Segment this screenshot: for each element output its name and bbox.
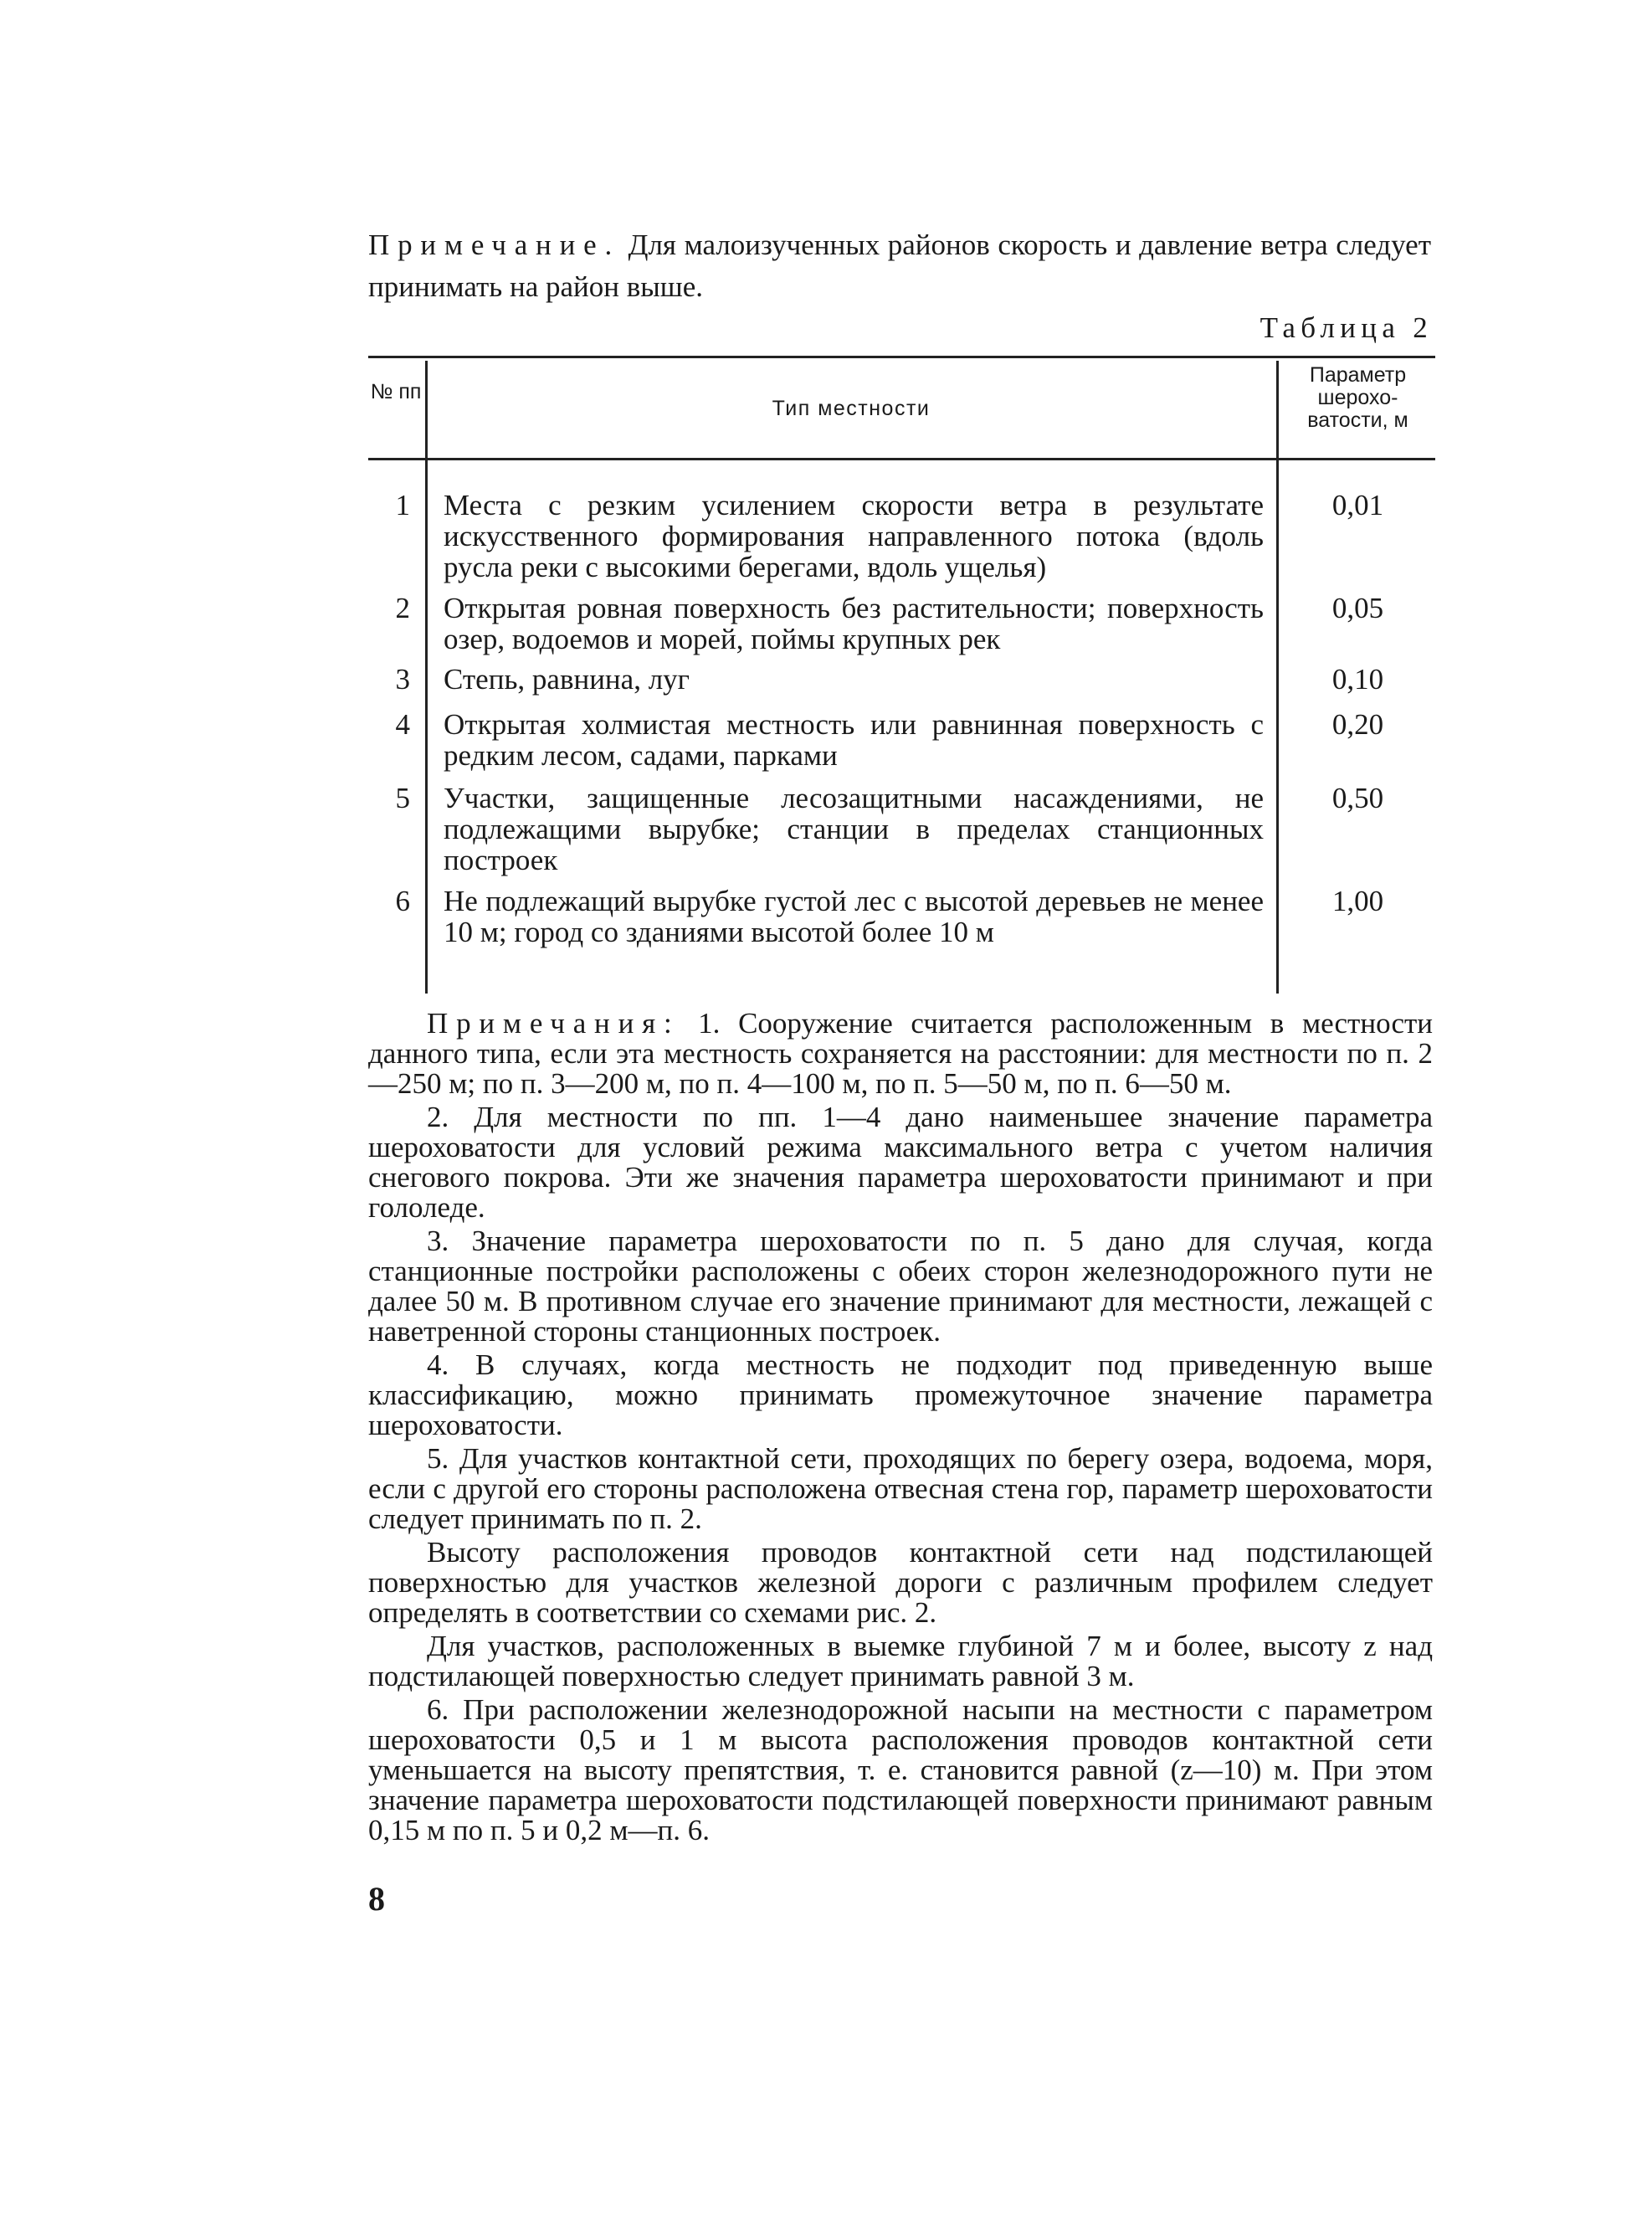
- table-top-rule: [368, 356, 1435, 358]
- note-paragraph: 3. Значение параметра шероховатости по п. 5 дано для случая, когда станционные постройки расположены с обеих сторон железнодорожного пути не далее 50 м. В противном случае его значение принимают для местности, лежащей с наветренной стороны станционных построек.: [368, 1225, 1433, 1348]
- roughness-table: [368, 356, 1435, 994]
- table-header-rule: [368, 458, 1435, 460]
- notes-label: Примечания:: [427, 1007, 680, 1040]
- row-roughness-value: 0,20: [1331, 708, 1384, 741]
- page-number: 8: [368, 1880, 385, 1918]
- row-terrain-description: Степь, равнина, луг: [444, 663, 690, 696]
- note-text: 1. Сооружение считается расположенным в местности данного типа, если эта местность сохраняется на расстоянии: для местности по п. 2—250 м; по п. 3—200 м, по п. 4—100 м, по п. 5—50 м, по п. 6—50 м.: [368, 1007, 1433, 1100]
- row-terrain-description: Не подлежащий вырубке густой лес с высотой деревьев не менее 10 м; город со зданиями высотой более 10 м: [444, 885, 1264, 948]
- notes-section: [368, 1009, 1433, 1849]
- note-top: [368, 224, 1431, 308]
- row-number: 5: [395, 782, 410, 814]
- note-paragraph: [368, 1009, 1433, 1099]
- note-top-label: Примечание.: [368, 229, 621, 261]
- row-terrain-description: Открытая ровная поверхность без растительности; поверхность озер, водоемов и морей, поймы крупных рек: [444, 592, 1264, 655]
- header-roughness-parameter: Параметр шерохо-ватости, м: [1307, 363, 1408, 432]
- row-number: 6: [395, 885, 410, 917]
- row-number: 1: [395, 489, 410, 521]
- row-terrain-description: Открытая холмистая местность или равнинная поверхность с редким лесом, садами, парками: [444, 708, 1264, 772]
- note-paragraph: 5. Для участков контактной сети, проходящих по берегу озера, водоема, моря, если с другой его стороны расположена отвесная стена гор, параметр шероховатости следует принимать по п. 2.: [368, 1442, 1433, 1535]
- note-top-text: Для малоизученных районов скорость и давление ветра следует принимать на район выше.: [368, 229, 1431, 303]
- table-column-divider: [1276, 361, 1279, 994]
- row-number: 3: [395, 663, 410, 696]
- table-column-divider: [425, 361, 428, 994]
- row-roughness-value: 0,10: [1331, 663, 1384, 696]
- row-roughness-value: 0,01: [1331, 489, 1384, 521]
- row-roughness-value: 1,00: [1331, 885, 1384, 917]
- row-number: 4: [395, 708, 410, 741]
- note-paragraph: 6. При расположении железнодорожной насыпи на местности с параметром шероховатости 0,5 и 1 м высота расположения проводов контактной сети уменьшается на высоту препятствия, т. е. становится равной (z—10) м. При этом значение параметра шероховатости подстилающей поверхности принимают равным 0,15 м по п. 5 и 0,2 м—п. 6.: [368, 1693, 1433, 1846]
- row-roughness-value: 0,05: [1331, 592, 1384, 624]
- row-roughness-value: 0,50: [1331, 782, 1384, 814]
- row-number: 2: [395, 592, 410, 624]
- header-number: № пп: [370, 380, 422, 403]
- note-paragraph: 4. В случаях, когда местность не подходит под приведенную выше классификацию, можно принимать промежуточное значение параметра шероховатости.: [368, 1348, 1433, 1441]
- note-paragraph: Высоту расположения проводов контактной сети над подстилающей поверхностью для участков железной дороги с различным профилем следует определять в соответствии со схемами рис. 2.: [368, 1536, 1433, 1629]
- row-terrain-description: Места с резким усилением скорости ветра в результате искусственного формирования направленного потока (вдоль русла реки с высокими берегами, вдоль ущелья): [444, 489, 1264, 583]
- note-paragraph: Для участков, расположенных в выемке глубиной 7 м и более, высоту z над подстилающей поверхностью следует принимать равной 3 м.: [368, 1630, 1433, 1692]
- row-terrain-description: Участки, защищенные лесозащитными насаждениями, не подлежащими вырубке; станции в пределах станционных построек: [444, 782, 1264, 876]
- table-caption: Таблица 2: [1260, 311, 1433, 344]
- header-terrain-type: Тип местности: [772, 397, 931, 420]
- note-paragraph: 2. Для местности по пп. 1—4 дано наименьшее значение параметра шероховатости для условий режима максимального ветра с учетом наличия снегового покрова. Эти же значения параметра шероховатости принимают и при гололеде.: [368, 1101, 1433, 1224]
